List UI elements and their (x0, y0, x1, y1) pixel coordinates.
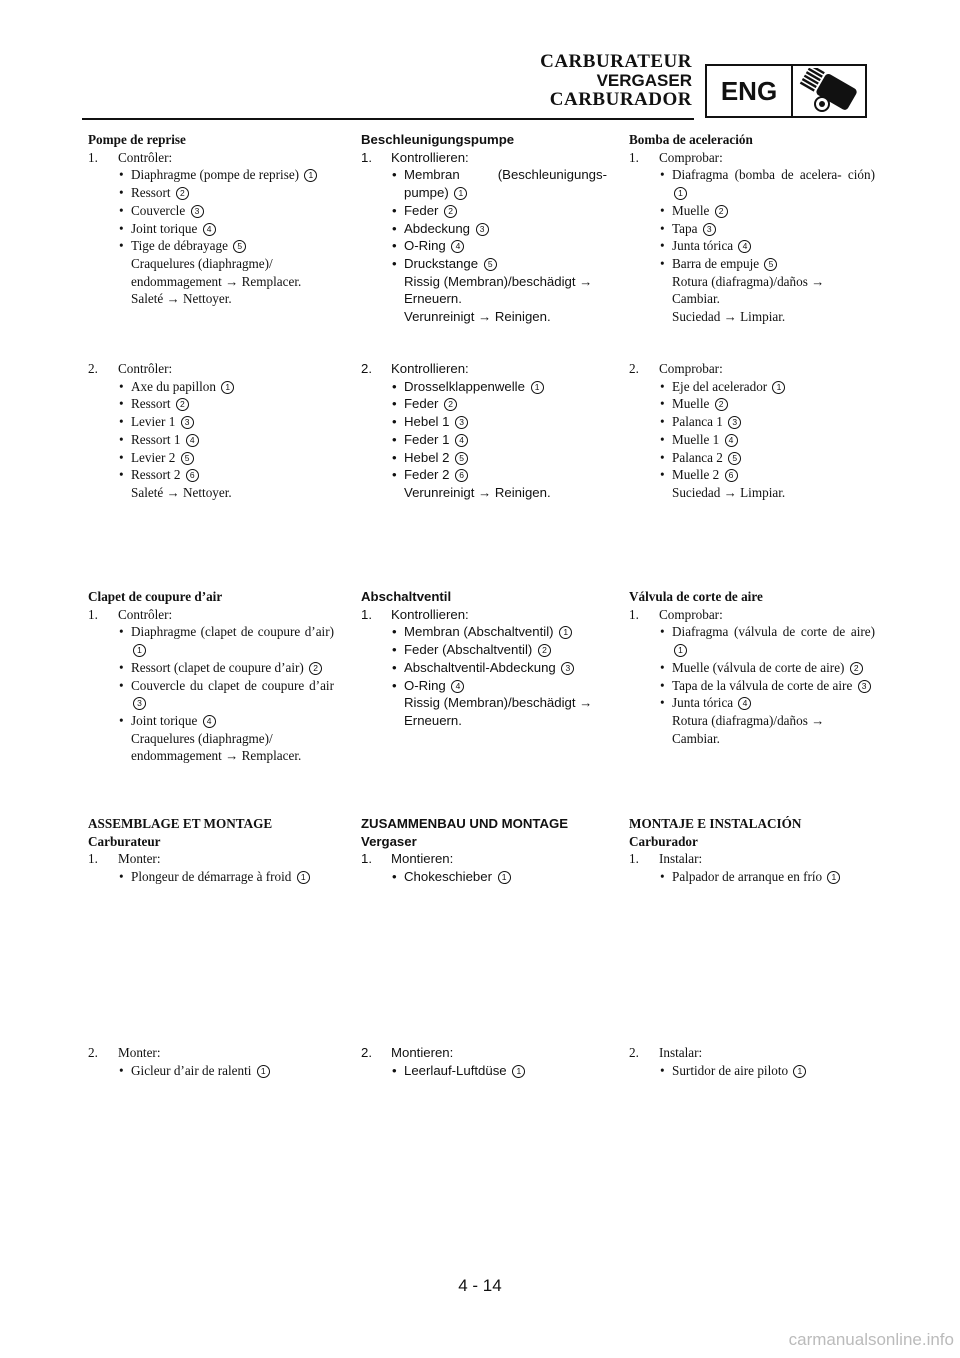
step-item (361, 850, 607, 868)
step-text: Kontrollieren: (391, 149, 469, 165)
bullet-item (361, 255, 607, 273)
step-number: 1. (88, 606, 98, 622)
step-item (88, 149, 334, 167)
callout-number: 1 (793, 1065, 806, 1078)
bullet-item (361, 395, 607, 413)
title-es: CARBURADOR (549, 89, 692, 110)
bullet-item (88, 677, 334, 712)
callout-number: 3 (476, 223, 489, 236)
item-text: Diafragma (válvula de corte de aire) (672, 624, 875, 640)
step-item (361, 1044, 607, 1062)
item-text: Druckstange (404, 255, 482, 271)
bullet-item (629, 659, 875, 677)
item-text: Rissig (Membran)/beschädigt → Erneuern. (404, 273, 593, 307)
bullet-item (361, 237, 607, 255)
bullet-item (88, 659, 334, 677)
bullet-item (629, 237, 875, 255)
item-text: Chokeschieber (404, 869, 496, 885)
item-text: Suciedad → Limpiar. (672, 309, 786, 325)
step-number: 2. (88, 361, 98, 376)
item-text: Junta tórica (672, 238, 737, 254)
item-text: Joint torique (131, 712, 201, 728)
item-text: Gicleur d’air de ralenti (131, 1062, 255, 1078)
note-text (629, 484, 875, 502)
callout-number: 6 (455, 469, 468, 482)
step-text: Comprobar: (659, 361, 723, 376)
section-subheading: Carburateur (88, 833, 161, 849)
engine-piston-icon (793, 66, 865, 116)
step-number: 2. (629, 1045, 639, 1060)
bullet-item (88, 166, 334, 184)
bullet-item (629, 255, 875, 273)
bullet-item (629, 694, 875, 712)
step-number: 1. (88, 851, 98, 867)
callout-number: 1 (559, 626, 572, 639)
section-subheading: Carburador (629, 833, 698, 849)
section (629, 1044, 875, 1079)
step-text: Contrôler: (118, 361, 173, 376)
step-text: Instalar: (659, 1045, 703, 1060)
item-text: Levier 1 (131, 414, 179, 430)
note-text (88, 484, 334, 502)
section-title (540, 52, 692, 109)
note-text (88, 290, 334, 308)
step-text: Kontrollieren: (391, 361, 469, 376)
item-text: Palanca 1 (672, 414, 727, 430)
item-text: Couvercle du clapet de coupure d’air (131, 677, 334, 693)
bullet-item (361, 431, 607, 449)
callout-number: 2 (444, 398, 457, 411)
callout-number: 1 (133, 644, 146, 657)
bullet-item (361, 623, 607, 641)
title-de: VERGASER (596, 71, 692, 90)
section (88, 131, 334, 308)
item-text: Ressort 2 (131, 467, 184, 483)
section (629, 131, 875, 326)
section-subheading: Vergaser (361, 833, 417, 849)
item-text: Ressort (131, 396, 174, 412)
section-heading: Abschaltventil (361, 589, 452, 604)
callout-number: 1 (498, 871, 511, 884)
callout-number: 2 (850, 662, 863, 675)
callout-number: 3 (455, 416, 468, 429)
step-number: 1. (88, 149, 98, 165)
item-text: Eje del acelerador (672, 378, 771, 394)
item-text: Ressort (clapet de coupure d’air) (131, 659, 308, 675)
note-text (629, 273, 875, 308)
step-text: Comprobar: (659, 149, 723, 165)
item-text: Tapa de la válvula de corte de aire (672, 677, 856, 693)
callout-number: 1 (221, 381, 234, 394)
step-text: Contrôler: (118, 606, 173, 622)
bullet-item (88, 466, 334, 484)
step-number: 1. (361, 149, 372, 165)
callout-number: 3 (133, 697, 146, 710)
bullet-item (88, 431, 334, 449)
item-text: Axe du papillon (131, 378, 220, 394)
section (629, 360, 875, 502)
callout-number: 1 (827, 871, 840, 884)
bullet-item (629, 202, 875, 220)
note-text (88, 255, 334, 290)
callout-number: 2 (715, 398, 728, 411)
section (361, 131, 607, 326)
item-text: Ressort 1 (131, 431, 184, 447)
item-text: Leerlauf-Luftdüse (404, 1062, 511, 1078)
item-text: Tapa (672, 220, 701, 236)
callout-number: 3 (703, 223, 716, 236)
callout-number: 5 (181, 452, 194, 465)
callout-number: 2 (176, 187, 189, 200)
item-text: Feder (404, 396, 443, 412)
item-text: Palpador de arranque en frío (672, 869, 826, 885)
item-text: Muelle 1 (672, 431, 723, 447)
note-text (629, 308, 875, 326)
item-text: Membran (Abschaltventil) (404, 624, 558, 640)
bullet-item (361, 449, 607, 467)
callout-number: 2 (538, 644, 551, 657)
item-text: Diaphragme (clapet de coupure d’air) (131, 624, 334, 640)
section-heading: Bomba de aceleración (629, 132, 753, 147)
item-text: Hebel 1 (404, 414, 454, 430)
item-text: Feder (404, 202, 443, 218)
callout-number: 1 (304, 169, 317, 182)
chapter-tab-label: ENG (707, 66, 793, 116)
header-rule (82, 118, 694, 120)
item-text: Verunreinigt → Reinigen. (404, 484, 551, 500)
step-item (361, 606, 607, 624)
step-item (629, 850, 875, 868)
bullet-item (88, 237, 334, 255)
section (629, 815, 875, 886)
step-number: 2. (88, 1045, 98, 1060)
bullet-item (361, 466, 607, 484)
step-text: Kontrollieren: (391, 606, 469, 622)
section (361, 1044, 607, 1079)
step-item (629, 1044, 875, 1062)
bullet-item (629, 623, 875, 658)
bullet-item (361, 220, 607, 238)
step-text: Monter: (118, 851, 161, 867)
callout-number: 3 (561, 662, 574, 675)
item-text: Saleté → Nettoyer. (131, 291, 232, 307)
callout-number: 2 (309, 662, 322, 675)
step-item (629, 360, 875, 378)
step-item (88, 1044, 334, 1062)
note-text (629, 712, 875, 747)
item-text: Muelle (válvula de corte de aire) (672, 659, 848, 675)
bullet-item (629, 466, 875, 484)
item-text: Muelle (672, 396, 713, 412)
callout-number: 2 (176, 398, 189, 411)
bullet-item (629, 677, 875, 695)
step-text: Monter: (118, 1045, 161, 1060)
section-heading: ZUSAMMENBAU UND MONTAGE (361, 816, 569, 831)
bullet-item (88, 378, 334, 396)
bullet-item (88, 413, 334, 431)
page-number: 4 - 14 (458, 1276, 502, 1295)
step-text: Montieren: (391, 851, 454, 867)
item-text: Rotura (diafragma)/daños → Cambiar. (672, 712, 825, 746)
bullet-item (629, 868, 875, 886)
watermark: carmanualsonline.info (788, 1330, 954, 1349)
bullet-item (629, 395, 875, 413)
bullet-item (361, 413, 607, 431)
item-text: Hebel 2 (404, 449, 454, 465)
callout-number: 1 (297, 871, 310, 884)
step-item (88, 606, 334, 624)
step-number: 2. (361, 1045, 372, 1060)
callout-number: 5 (728, 452, 741, 465)
callout-number: 1 (674, 644, 687, 657)
item-text: Joint torique (131, 220, 201, 236)
callout-number: 4 (725, 434, 738, 447)
callout-number: 5 (484, 258, 497, 271)
item-text: O-Ring (404, 238, 450, 254)
item-text: Muelle (672, 202, 713, 218)
step-number: 1. (361, 606, 372, 622)
bullet-item (629, 378, 875, 396)
bullet-item (88, 184, 334, 202)
item-text: Couvercle (131, 202, 189, 218)
item-text: Muelle 2 (672, 467, 723, 483)
note-text (361, 484, 607, 502)
callout-number: 4 (451, 240, 464, 253)
bullet-item (361, 1062, 607, 1080)
item-text: Drosselklappenwelle (404, 378, 529, 394)
bullet-item (361, 378, 607, 396)
bullet-item (88, 220, 334, 238)
note-text (88, 730, 334, 765)
item-text: Saleté → Nettoyer. (131, 484, 232, 500)
step-item (361, 149, 607, 167)
step-item (88, 850, 334, 868)
callout-number: 1 (674, 187, 687, 200)
title-fr: CARBURATEUR (540, 51, 692, 72)
callout-number: 3 (191, 205, 204, 218)
item-text: Feder (Abschaltventil) (404, 642, 536, 658)
step-item (629, 606, 875, 624)
section (361, 815, 607, 886)
bullet-item (629, 449, 875, 467)
callout-number: 1 (531, 381, 544, 394)
item-text: Junta tórica (672, 695, 737, 711)
item-text: Barra de empuje (672, 255, 763, 271)
section (88, 360, 334, 502)
step-text: Montieren: (391, 1045, 454, 1060)
callout-number: 3 (181, 416, 194, 429)
callout-number: 1 (454, 187, 467, 200)
section-heading: MONTAJE E INSTALACIÓN (629, 816, 802, 831)
item-text: Membran (Beschleunigungs- pumpe) (404, 167, 607, 201)
step-item (629, 149, 875, 167)
step-number: 1. (629, 149, 639, 165)
callout-number: 5 (233, 240, 246, 253)
item-text: Palanca 2 (672, 449, 727, 465)
step-number: 1. (629, 851, 639, 867)
item-text: Ressort (131, 185, 174, 201)
item-text: Surtidor de aire piloto (672, 1062, 792, 1078)
step-text: Contrôler: (118, 149, 173, 165)
section-heading: ASSEMBLAGE ET MONTAGE (88, 816, 273, 831)
item-text: Abdeckung (404, 220, 474, 236)
section (88, 815, 334, 886)
callout-number: 1 (512, 1065, 525, 1078)
bullet-item (88, 712, 334, 730)
bullet-item (629, 431, 875, 449)
bullet-item (361, 166, 607, 201)
item-text: Craquelures (diaphragme)/ endommagement → Remplacer. (131, 255, 302, 289)
callout-number: 4 (738, 697, 751, 710)
chapter-tab (705, 64, 867, 118)
section (629, 588, 875, 747)
bullet-item (361, 659, 607, 677)
step-text: Instalar: (659, 851, 703, 867)
bullet-item (629, 1062, 875, 1080)
bullet-item (629, 413, 875, 431)
item-text: O-Ring (404, 677, 450, 693)
section-heading: Beschleunigungspumpe (361, 132, 515, 147)
note-text (361, 308, 607, 326)
callout-number: 1 (772, 381, 785, 394)
item-text: Feder 1 (404, 431, 454, 447)
step-number: 2. (361, 361, 372, 376)
item-text: Levier 2 (131, 449, 179, 465)
callout-number: 2 (715, 205, 728, 218)
item-text: Craquelures (diaphragme)/ endommagement → Remplacer. (131, 730, 302, 764)
item-text: Suciedad → Limpiar. (672, 484, 786, 500)
step-item (88, 360, 334, 378)
step-number: 2. (629, 361, 639, 376)
item-text: Diaphragme (pompe de reprise) (131, 167, 303, 183)
step-number: 1. (629, 606, 639, 622)
item-text: Tige de débrayage (131, 238, 232, 254)
bullet-item (88, 395, 334, 413)
step-text: Comprobar: (659, 606, 723, 622)
note-text (361, 273, 607, 308)
callout-number: 5 (764, 258, 777, 271)
callout-number: 2 (444, 205, 457, 218)
bullet-item (361, 868, 607, 886)
bullet-item (88, 868, 334, 886)
step-item (361, 360, 607, 378)
bullet-item (629, 220, 875, 238)
section-heading: Clapet de coupure d’air (88, 589, 223, 604)
step-number: 1. (361, 851, 372, 867)
section (88, 588, 334, 765)
callout-number: 4 (451, 680, 464, 693)
callout-number: 3 (728, 416, 741, 429)
item-text: Plongeur de démarrage à froid (131, 869, 295, 885)
item-text: Rotura (diafragma)/daños → Cambiar. (672, 273, 825, 307)
section-heading: Válvula de corte de aire (629, 589, 763, 604)
bullet-item (88, 623, 334, 658)
callout-number: 4 (203, 715, 216, 728)
callout-number: 5 (455, 452, 468, 465)
callout-number: 6 (725, 469, 738, 482)
item-text: Verunreinigt → Reinigen. (404, 309, 551, 325)
callout-number: 1 (257, 1065, 270, 1078)
section (88, 1044, 334, 1079)
bullet-item (361, 202, 607, 220)
section-heading: Pompe de reprise (88, 132, 186, 147)
callout-number: 4 (738, 240, 751, 253)
item-text: Feder 2 (404, 467, 454, 483)
item-text: Abschaltventil-Abdeckung (404, 659, 560, 675)
item-text: Rissig (Membran)/beschädigt → Erneuern. (404, 695, 593, 728)
callout-number: 4 (455, 434, 468, 447)
section (361, 588, 607, 730)
bullet-item (361, 677, 607, 695)
bullet-item (361, 641, 607, 659)
bullet-item (629, 166, 875, 201)
bullet-item (88, 1062, 334, 1080)
callout-number: 4 (186, 434, 199, 447)
note-text (361, 694, 607, 729)
bullet-item (88, 449, 334, 467)
callout-number: 6 (186, 469, 199, 482)
bullet-item (88, 202, 334, 220)
callout-number: 4 (203, 223, 216, 236)
callout-number: 3 (858, 680, 871, 693)
section (361, 360, 607, 502)
item-text: Diafragma (bomba de acelera- ción) (672, 167, 875, 183)
